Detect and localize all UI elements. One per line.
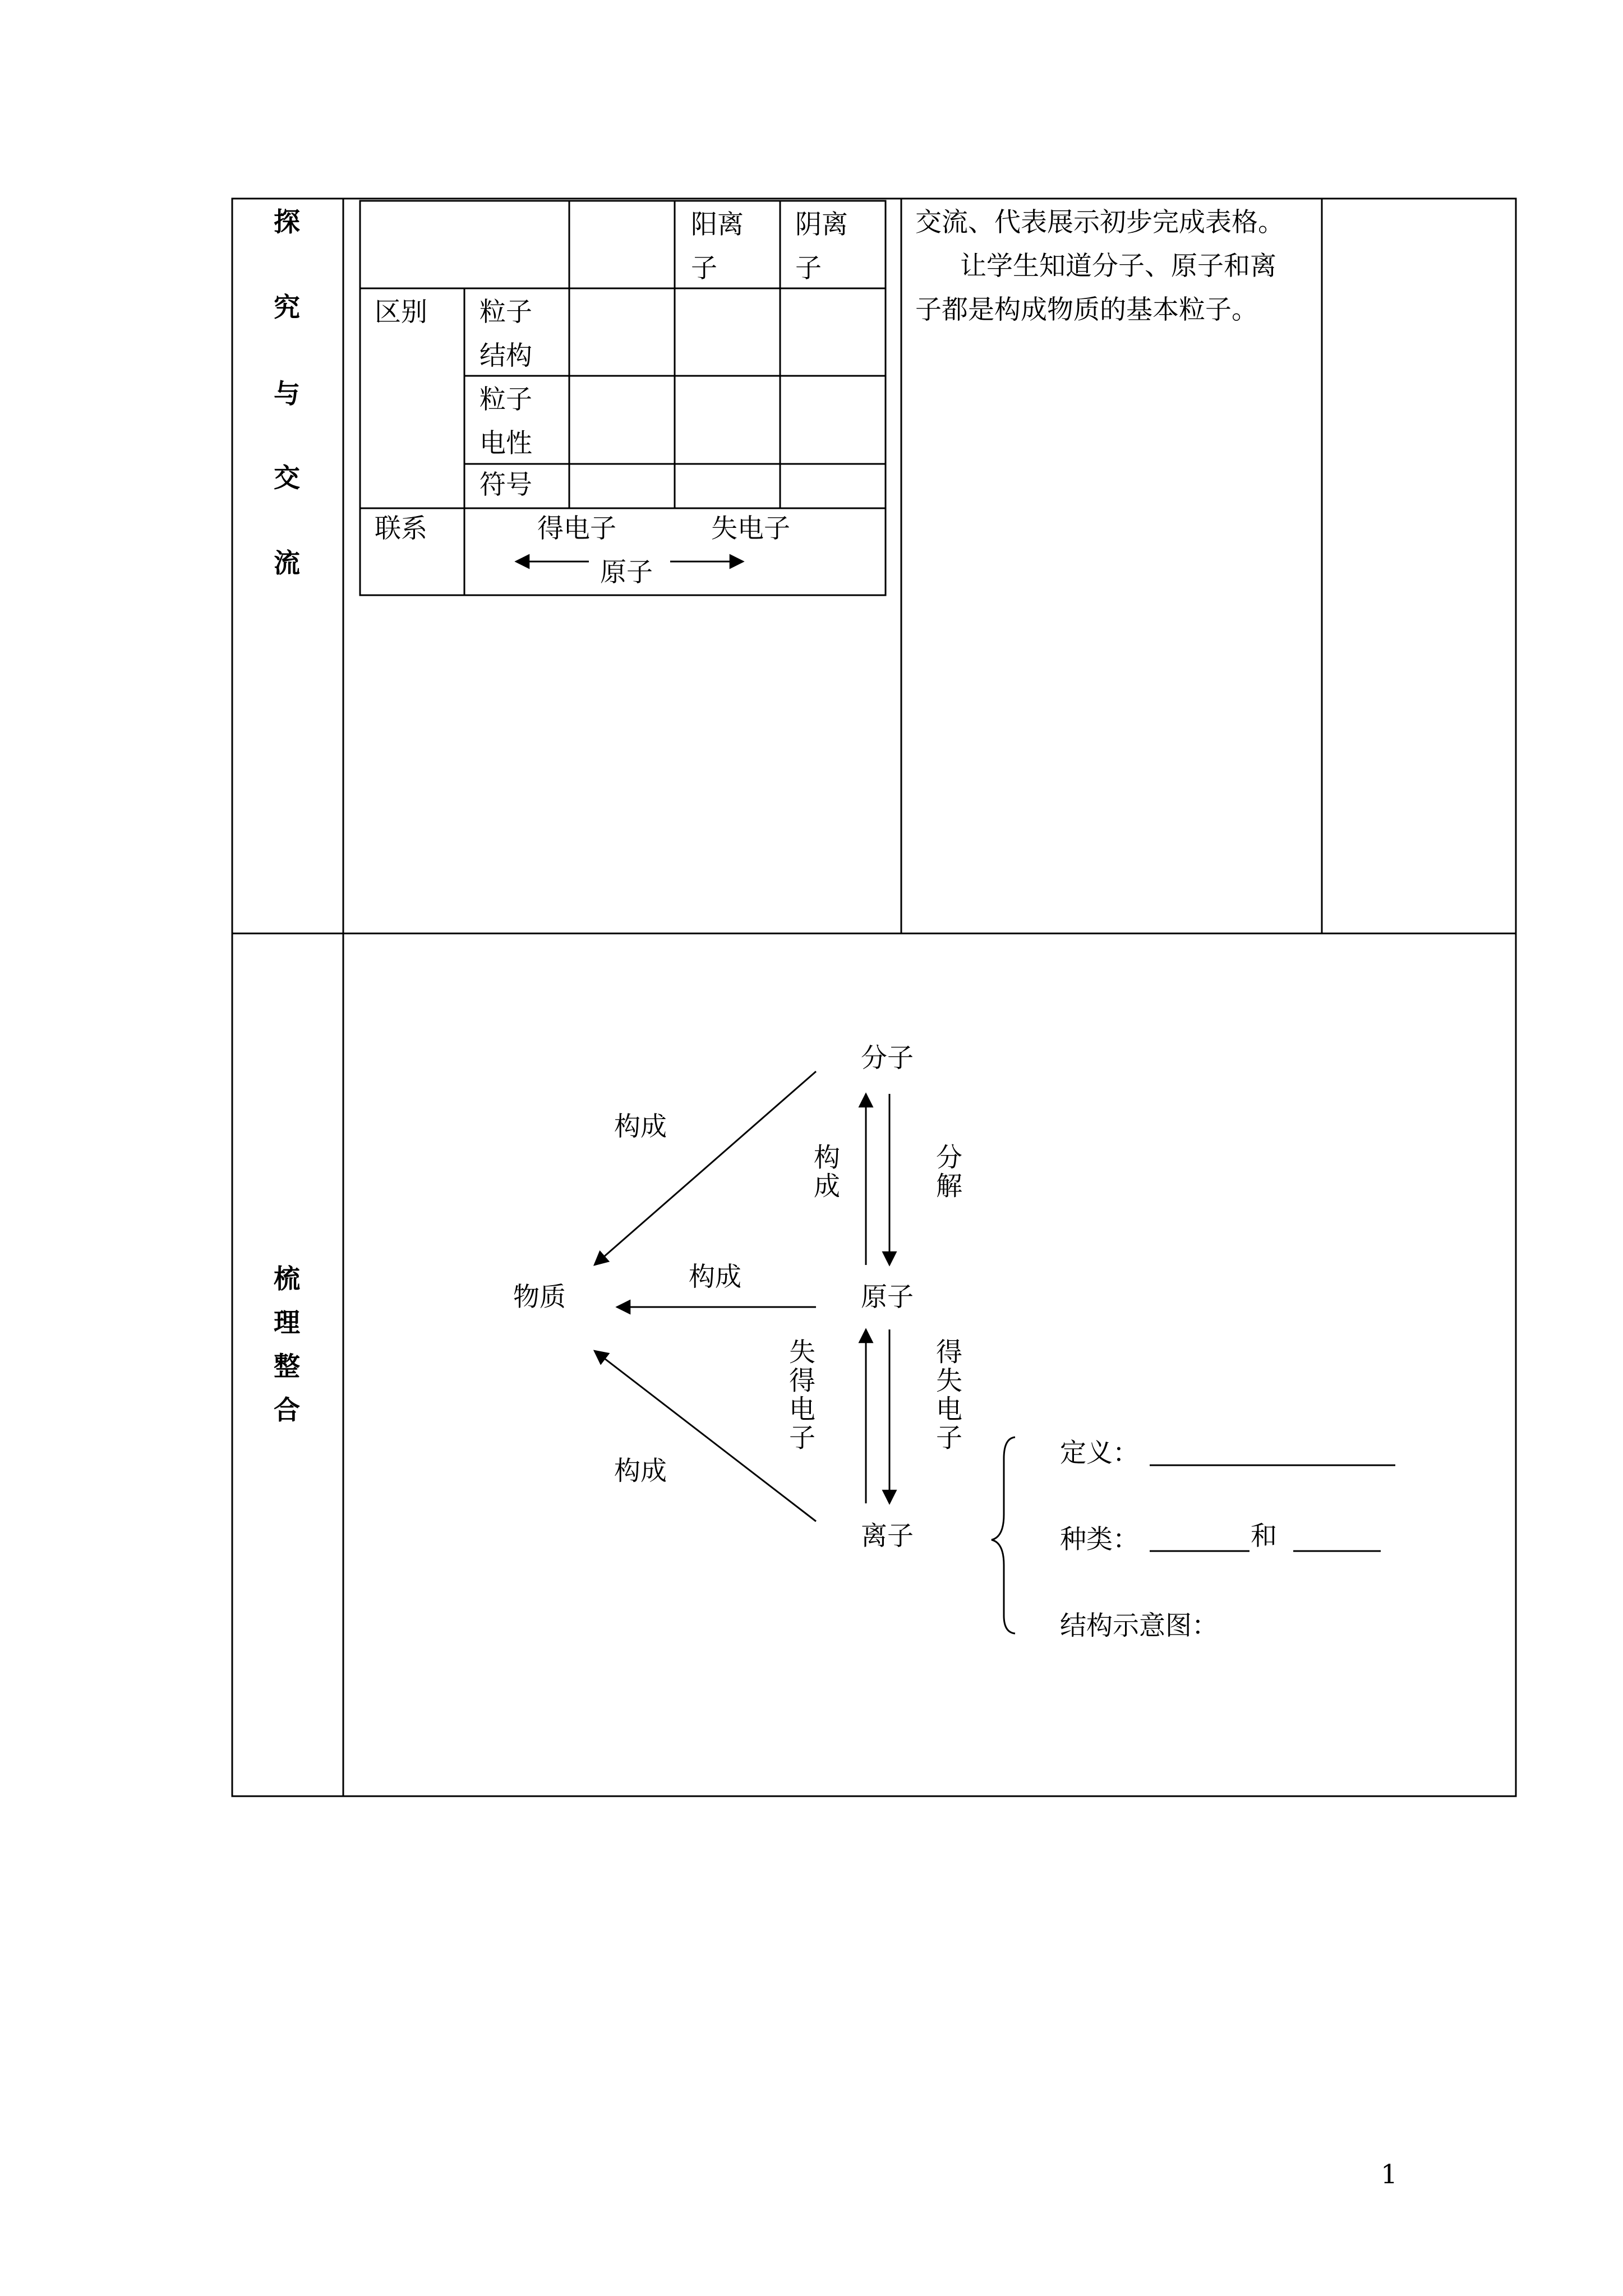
label-gain-lose-electron: 得失电子 <box>932 1338 962 1452</box>
gain-electron-label: 得电子 <box>537 513 616 544</box>
header-anion: 阴离子 <box>795 209 848 284</box>
explore-label-char-5: 流 <box>274 548 300 579</box>
definition-label: 定义： <box>1060 1438 1139 1469</box>
node-atom: 原子 <box>861 1282 914 1313</box>
organize-label-char-1: 梳 <box>274 1264 300 1295</box>
lose-electron-label: 失电子 <box>711 513 790 544</box>
label-compose-bottom: 构成 <box>614 1456 667 1487</box>
organize-label-char-2: 理 <box>274 1308 300 1338</box>
row-particle-structure: 粒子结构 <box>479 297 532 371</box>
row-symbol: 符号 <box>479 470 532 500</box>
and-word: 和 <box>1251 1521 1277 1552</box>
node-molecule: 分子 <box>861 1043 914 1074</box>
activity-line-1: 交流、代表展示初步完成表格。 <box>915 207 1284 238</box>
diff-label: 区别 <box>375 297 427 328</box>
explore-label-char-1: 探 <box>274 207 300 238</box>
label-compose-mid: 构成 <box>689 1262 741 1292</box>
organize-label-char-4: 合 <box>274 1395 300 1426</box>
activity-line-2: 让学生知道分子、原子和离 <box>960 251 1276 282</box>
table-atom-label: 原子 <box>600 557 653 588</box>
explore-label-char-2: 究 <box>274 292 300 323</box>
label-compose-top: 构成 <box>614 1111 667 1142</box>
explore-label-char-4: 交 <box>274 463 300 494</box>
header-cation: 阳离子 <box>691 209 744 284</box>
label-decompose-vertical: 分解 <box>932 1143 962 1200</box>
relation-label: 联系 <box>375 513 427 544</box>
arrow-ion-to-matter <box>594 1351 816 1521</box>
types-label: 种类： <box>1060 1524 1139 1555</box>
activity-line-3: 子都是构成物质的基本粒子。 <box>915 295 1258 325</box>
page-number: 1 <box>1381 2159 1398 2190</box>
ion-brace <box>992 1437 1015 1634</box>
structure-diagram-label: 结构示意图： <box>1060 1611 1218 1641</box>
node-matter: 物质 <box>513 1282 566 1313</box>
organize-label-char-3: 整 <box>274 1351 300 1382</box>
label-compose-vertical: 构成 <box>809 1143 840 1200</box>
row-particle-charge: 粒子电性 <box>479 384 532 459</box>
node-ion: 离子 <box>861 1521 914 1552</box>
arrow-molecule-to-matter <box>594 1071 816 1265</box>
explore-label-char-3: 与 <box>274 379 300 409</box>
label-lose-gain-electron: 失得电子 <box>785 1338 815 1452</box>
